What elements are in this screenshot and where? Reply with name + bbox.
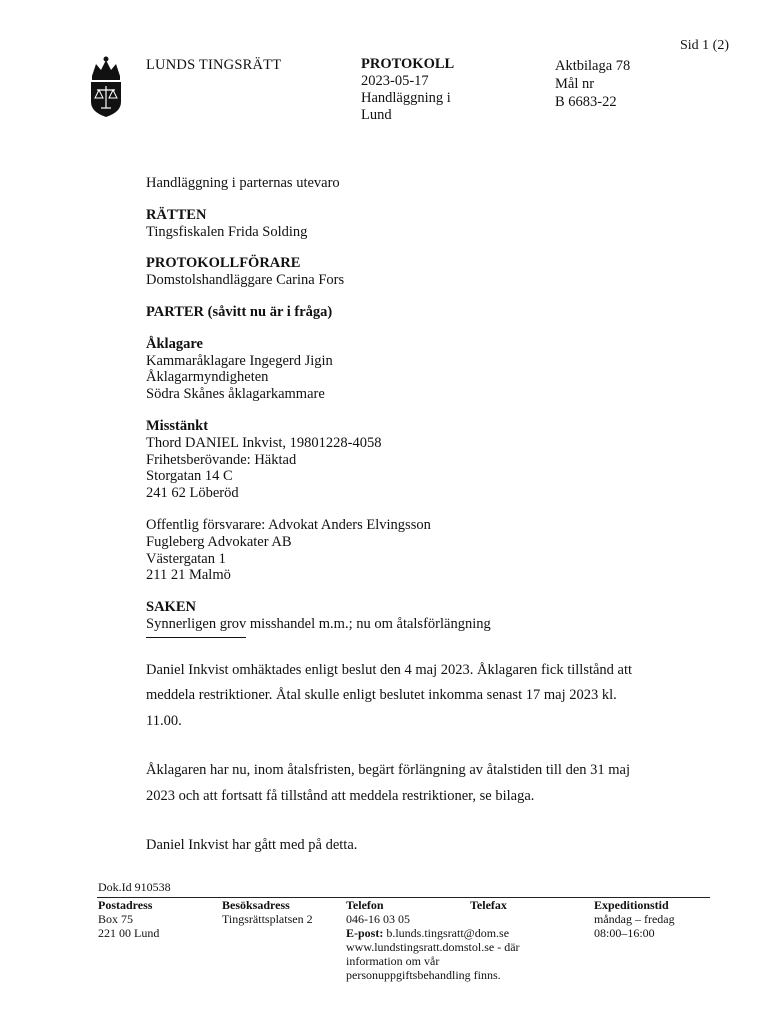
hours-days: måndag – fredag [594,912,675,926]
protocol-body [146,175,706,859]
postal-line: Box 75 [98,912,134,926]
suspect-line: 241 62 Löberöd [146,485,239,502]
prosecutor-line: Kammaråklagare Ingegerd Jigin [146,352,333,369]
suspect-heading: Misstänkt [146,417,209,434]
paragraph-line: 11.00. [146,712,182,729]
place-line-2: Lund [361,107,392,123]
parties-heading: PARTER (såvitt nu är i fråga) [146,303,333,320]
postal-heading: Postadress [98,898,153,912]
case-number: B 6683-22 [555,94,617,110]
court-heading: RÄTTEN [146,206,207,223]
document-id: Dok.Id 910538 [98,880,171,894]
matter-heading: SAKEN [146,599,196,616]
hours-time: 08:00–16:00 [594,926,655,940]
case-info [555,57,630,111]
paragraph-3: Daniel Inkvist har gått med på detta. [146,837,358,854]
website-line: personuppgiftsbehandling finns. [346,968,501,982]
footer-hours [594,898,675,940]
paragraph-line: Åklagaren har nu, inom åtalsfristen, begärt förlängning av åtalstiden till den 31 maj [146,762,630,779]
paragraph-line: Daniel Inkvist omhäktades enligt beslut den 4 maj 2023. Åklagaren fick tillstånd att [146,661,633,678]
prosecutor-line: Södra Skånes åklagarkammare [146,386,325,403]
hours-heading: Expeditionstid [594,898,669,912]
court-name: LUNDS TINGSRÄTT [146,57,282,73]
defender-line: Fugleberg Advokater AB [146,533,292,550]
postal-line: 221 00 Lund [98,926,160,940]
place-line-1: Handläggning i [361,90,451,106]
email-address[interactable]: b.lunds.tingsratt@dom.se [386,926,510,940]
page-number: Sid 1 (2) [680,38,729,53]
prosecutor-heading: Åklagare [146,335,203,352]
defender-line: Västergatan 1 [146,550,226,567]
defender-line: 211 21 Malmö [146,567,231,584]
website-line: information om vår [346,954,440,968]
email-line [346,926,520,940]
phone-number: 046-16 03 05 [346,912,410,926]
email-label: E-post: [346,926,384,940]
suspect-line: Storgatan 14 C [146,468,233,485]
clerk-heading: PROTOKOLLFÖRARE [146,255,301,272]
paragraph-line: meddela restriktioner. Åtal skulle enligt beslutet inkomma senast 17 maj 2023 kl. [146,687,617,704]
prosecutor-line: Åklagarmyndigheten [146,369,269,386]
appendix-number: Aktbilaga 78 [555,58,631,74]
document-date: 2023-05-17 [361,73,429,89]
visit-heading: Besöksadress [222,898,290,912]
clerk-name: Domstolshandläggare Carina Fors [146,272,345,289]
paragraph-1 [146,658,706,735]
defender-line: Offentlig försvarare: Advokat Anders Elvingsson [146,516,431,533]
case-label: Mål nr [555,76,595,92]
footer-fax [470,898,507,912]
fax-heading: Telefax [470,898,507,912]
intro-text: Handläggning i parternas utevaro [146,175,340,191]
document-header [361,56,454,124]
suspect-line: Frihetsberövande: Häktad [146,451,297,468]
website-link[interactable]: www.lundstingsratt.domstol.se - där [346,940,520,954]
court-crest-icon [86,54,126,118]
phone-heading: Telefon [346,898,384,912]
court-member: Tingsfiskalen Frida Solding [146,223,308,240]
visit-address: Tingsrättsplatsen 2 [222,912,313,926]
paragraph-2 [146,758,706,809]
suspect-line: Thord DANIEL Inkvist, 19801228-4058 [146,434,382,451]
paragraph-line: 2023 och att fortsatt få tillstånd att meddela restriktioner, se bilaga. [146,787,535,804]
matter-text: Synnerligen grov misshandel m.m.; nu om åtalsförlängning [146,615,491,632]
footer-visit [222,898,313,926]
footer-postal [98,898,159,940]
document-type: PROTOKOLL [361,56,455,72]
